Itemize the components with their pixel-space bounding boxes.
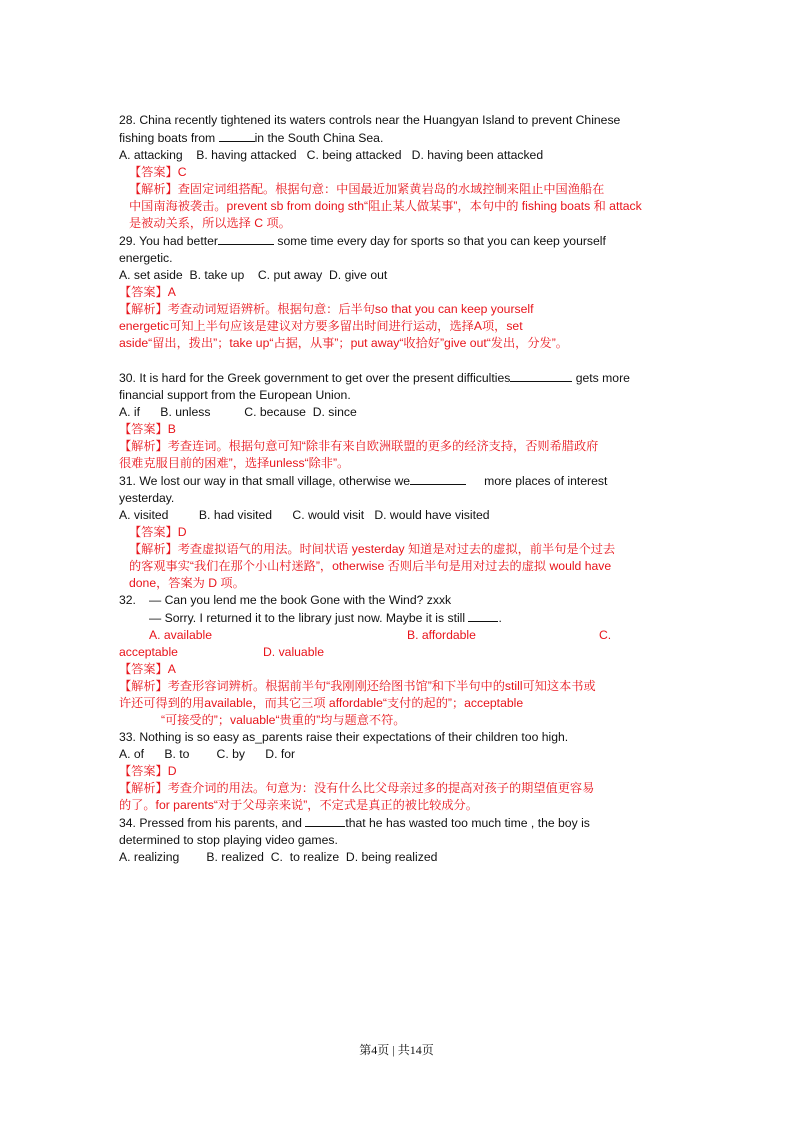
q32-answer-value: A [167, 662, 176, 676]
q29-answer-label: 【答案】 [119, 285, 168, 299]
q31-stem-pre: 31. We lost our way in that small village, otherwise we [119, 474, 411, 488]
q29-analysis-text-1: 考查动词短语辨析。根据句意：后半句so that you can keep yourself [167, 302, 534, 316]
q32-line-2-post: . [498, 611, 502, 625]
page-footer: 第4页 | 共14页 [359, 1043, 434, 1057]
q28-answer [119, 164, 679, 181]
question-28 [119, 112, 679, 232]
q29-analysis-1 [119, 301, 679, 318]
q32-dialog-line-2 [119, 609, 679, 627]
q32-blank [468, 609, 498, 622]
q33-analysis-text-1: 考查介词的用法。句意为：没有什么比父母亲过多的提高对孩子的期望值更容易 [167, 781, 595, 795]
q32-dialog-line-1 [119, 592, 679, 609]
q30-options: A. if B. unless C. because D. since [119, 405, 357, 419]
q30-answer-label: 【答案】 [119, 422, 168, 436]
question-29 [119, 232, 679, 352]
q33-answer-label: 【答案】 [119, 764, 168, 778]
q34-stem-line-2: determined to stop playing video games. [119, 833, 338, 847]
q28-stem-post: in the South China Sea. [254, 131, 384, 145]
q30-stem-line-2: financial support from the European Union. [119, 388, 351, 402]
q32-option-d: D. valuable [263, 645, 324, 659]
q32-option-c-word: acceptable [119, 645, 178, 659]
q33-options: A. of B. to C. by D. for [119, 747, 296, 761]
q32-answer [119, 661, 679, 678]
q32-line-2-pre: — Sorry. I returned it to the library just now. Maybe it is still [149, 611, 466, 625]
q34-blank [305, 814, 345, 827]
q32-option-a: A. available [149, 628, 213, 642]
q31-analysis-1 [119, 541, 679, 558]
q29-blank [218, 232, 274, 245]
q29-options: A. set aside B. take up C. put away D. give out [119, 268, 388, 282]
q30-stem-post: gets more [575, 371, 630, 385]
q31-answer [119, 524, 679, 541]
q30-stem-pre: 30. It is hard for the Greek government to get over the present difficulties [119, 371, 511, 385]
q29-answer [119, 284, 679, 301]
q31-options: A. visited B. had visited C. would visit D. would have visited [119, 508, 490, 522]
q29-stem-line-2: energetic. [119, 251, 173, 265]
q32-line-1-text: — Can you lend me the book Gone with the Wind? zxxk [149, 593, 452, 607]
q28-stem-line-2 [119, 129, 679, 147]
q29-stem-line-1 [119, 232, 679, 250]
q30-analysis-text-1: 考查连词。根据句意可知“除非有来自欧洲联盟的更多的经济支持，否则希腊政府 [167, 439, 599, 453]
q34-options: A. realizing B. realized C. to realize D. being realized [119, 850, 438, 864]
q32-answer-label: 【答案】 [119, 662, 168, 676]
q28-options: A. attacking B. having attacked C. being attacked D. having been attacked [119, 148, 544, 162]
q31-stem-line-2: yesterday. [119, 491, 175, 505]
q28-analysis-text-1: 查固定词组搭配。根据句意：中国最近加紧黄岩岛的水域控制来阻止中国渔船在 [177, 182, 605, 196]
q28-analysis-label: 【解析】 [129, 182, 178, 196]
q32-option-c: C. [599, 628, 612, 642]
q29-analysis-label: 【解析】 [119, 302, 168, 316]
q32-analysis-2: 许还可得到的用available，而其它三项 affordable“支付的起的”；acceptable [119, 696, 524, 710]
q34-stem-pre: 34. Pressed from his parents, and [119, 816, 302, 830]
q29-stem-pre: 29. You had better [119, 234, 218, 248]
q30-analysis-2: 很难克服目前的困难”，选择unless“除非”。 [119, 456, 350, 470]
q29-stem-post: some time every day for sports so that you can keep yourself [277, 234, 606, 248]
question-31 [119, 472, 679, 592]
q28-analysis-2: 中国南海被袭击。prevent sb from doing sth“阻止某人做某事”，本句中的 fishing boats 和 attack [129, 199, 642, 213]
q28-stem-pre: fishing boats from [119, 131, 216, 145]
q30-blank [510, 369, 572, 382]
q32-analysis-label: 【解析】 [119, 679, 168, 693]
q28-analysis-1 [119, 181, 679, 198]
q33-answer [119, 763, 679, 780]
q32-number: 32. [119, 593, 136, 607]
q30-answer-value: B [167, 422, 176, 436]
q33-analysis-label: 【解析】 [119, 781, 168, 795]
q28-stem-line-1: 28. China recently tightened its waters controls near the Huangyan Island to prevent Chinese [119, 113, 621, 127]
q33-analysis-1 [119, 780, 679, 797]
question-33 [119, 729, 679, 814]
q32-options [119, 627, 679, 661]
q31-analysis-label: 【解析】 [129, 542, 178, 556]
q30-answer [119, 421, 679, 438]
q30-analysis-label: 【解析】 [119, 439, 168, 453]
q32-analysis-3: “可接受的”；valuable“贵重的”均与题意不符。 [161, 713, 406, 727]
q32-analysis-1 [119, 678, 679, 695]
q31-analysis-2: 的客观事实“我们在那个小山村迷路”，otherwise 否则后半句是用对过去的虚拟 would have [129, 559, 612, 573]
q34-stem-line-1 [119, 814, 679, 832]
q28-analysis-3: 是被动关系，所以选择 C 项。 [129, 216, 291, 230]
q32-analysis-text-1: 考查形容词辨析。根据前半句“我刚刚还给图书馆”和下半句中的still可知这本书或 [167, 679, 596, 693]
q29-answer-value: A [167, 285, 176, 299]
question-32 [119, 592, 679, 729]
q29-analysis-2: energetic可知上半句应该是建议对方要多留出时间进行运动，选择A项，set [119, 319, 523, 333]
q28-answer-value: C [177, 165, 187, 179]
q31-analysis-text-1: 考查虚拟语气的用法。时间状语 yesterday 知道是对过去的虚拟，前半句是个过去 [177, 542, 616, 556]
spacer [119, 352, 679, 369]
q33-analysis-2: 的了。for parents“对于父母亲来说”，不定式是真正的被比较成分。 [119, 798, 478, 812]
q30-stem-line-1 [119, 369, 679, 387]
question-30 [119, 369, 679, 472]
q34-stem-post: that he has wasted too much time , the boy is [345, 816, 590, 830]
q33-stem-line-1: 33. Nothing is so easy as_parents raise their expectations of their children too high. [119, 730, 569, 744]
q31-blank [410, 472, 466, 485]
q31-analysis-3: done，答案为 D 项。 [129, 576, 245, 590]
exam-page [119, 112, 679, 866]
q31-answer-value: D [177, 525, 187, 539]
q29-analysis-3: aside“留出，拨出”；take up“占据，从事”；put away“收拾好”give out“发出，分发”。 [119, 336, 568, 350]
q31-stem-post: more places of interest [484, 474, 608, 488]
q30-analysis-1 [119, 438, 679, 455]
q28-answer-label: 【答案】 [129, 165, 178, 179]
q33-answer-value: D [167, 764, 177, 778]
q32-option-b: B. affordable [407, 628, 476, 642]
q31-answer-label: 【答案】 [129, 525, 178, 539]
q28-blank [219, 129, 255, 142]
question-34 [119, 814, 679, 866]
q31-stem-line-1 [119, 472, 679, 490]
